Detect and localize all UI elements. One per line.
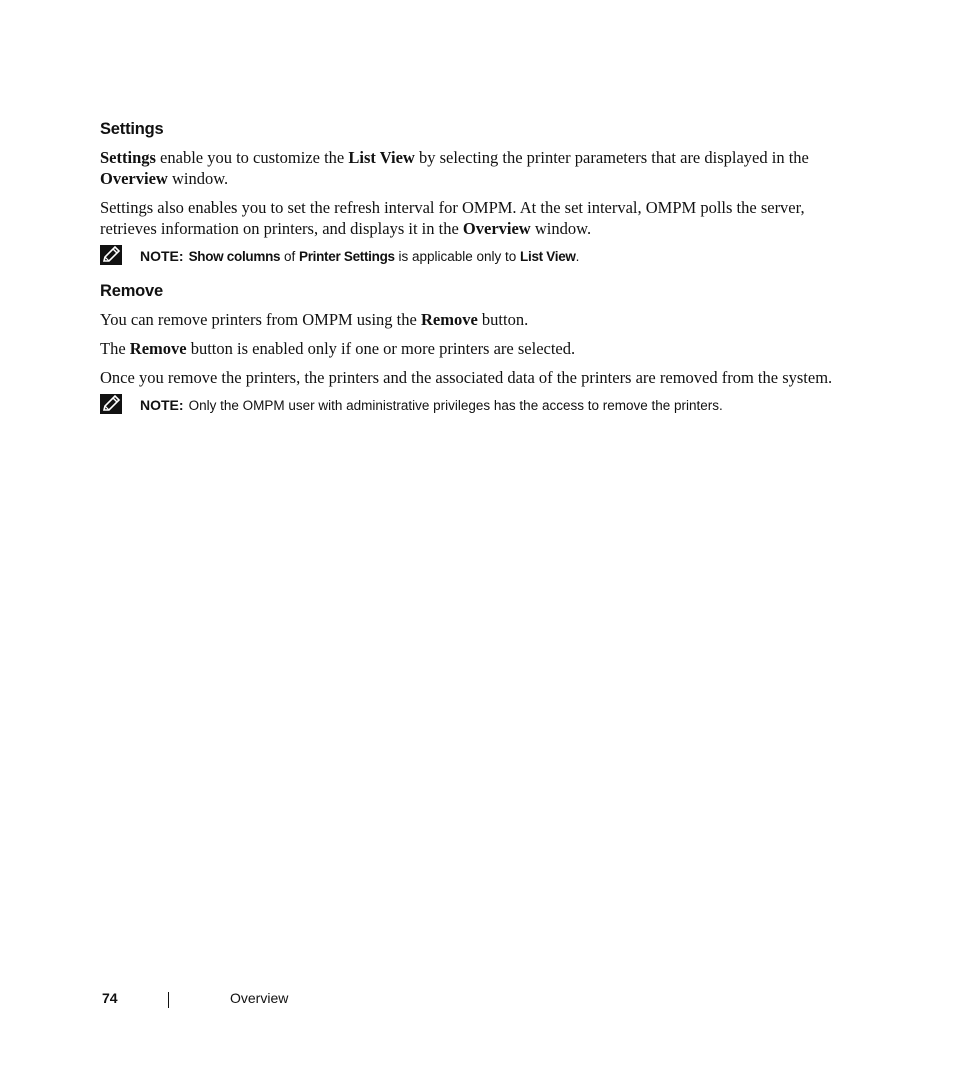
printer-settings-term: Printer Settings <box>299 249 395 264</box>
remove-paragraph-3: Once you remove the printers, the printers and the associated data of the printers are removed from the system. <box>100 368 833 387</box>
text-run: Settings also enables you to set the refresh interval for OMPM. At the set interval, OMPM polls the server, retrieves information on printers, and displays it in the <box>100 198 805 238</box>
settings-paragraph-2 <box>100 197 860 239</box>
settings-term: Settings <box>100 148 156 167</box>
note-pencil-icon <box>100 245 122 265</box>
note-label: NOTE: <box>140 397 184 413</box>
note-label: NOTE: <box>140 248 184 264</box>
text-run: window. <box>167 169 229 188</box>
text-run: . <box>575 249 580 264</box>
remove-heading: Remove <box>100 282 163 300</box>
text-run: The <box>100 339 130 358</box>
text-run: button is enabled only if one or more printers are selected. <box>186 339 576 358</box>
settings-heading: Settings <box>100 120 164 138</box>
list-view-term: List View <box>348 148 415 167</box>
text-run: by selecting the printer parameters that are displayed in the <box>414 148 809 167</box>
show-columns-term: Show columns <box>188 249 281 264</box>
settings-note <box>100 247 860 266</box>
remove-term: Remove <box>129 339 187 358</box>
text-run: button. <box>477 310 529 329</box>
remove-paragraph-1 <box>100 309 860 330</box>
note-text <box>140 396 723 415</box>
text-run: You can remove printers from OMPM using the <box>100 310 421 329</box>
note-text <box>140 247 579 266</box>
list-view-term: List View <box>520 249 576 264</box>
text-run: Only the OMPM user with administrative privileges has the access to remove the printers. <box>188 398 723 413</box>
settings-paragraph-1 <box>100 147 860 189</box>
text-run: enable you to customize the <box>155 148 349 167</box>
page-content <box>100 120 860 431</box>
text-run: of <box>280 249 299 264</box>
overview-term: Overview <box>462 219 531 238</box>
footer-section-name: Overview <box>230 990 289 1006</box>
text-run: is applicable only to <box>394 249 521 264</box>
remove-note <box>100 396 860 415</box>
remove-paragraph-2 <box>100 338 860 359</box>
remove-term: Remove <box>420 310 478 329</box>
text-run: window. <box>530 219 592 238</box>
note-pencil-icon <box>100 394 122 414</box>
page-number: 74 <box>102 990 118 1006</box>
footer-separator <box>168 992 169 1008</box>
overview-term: Overview <box>100 169 168 188</box>
